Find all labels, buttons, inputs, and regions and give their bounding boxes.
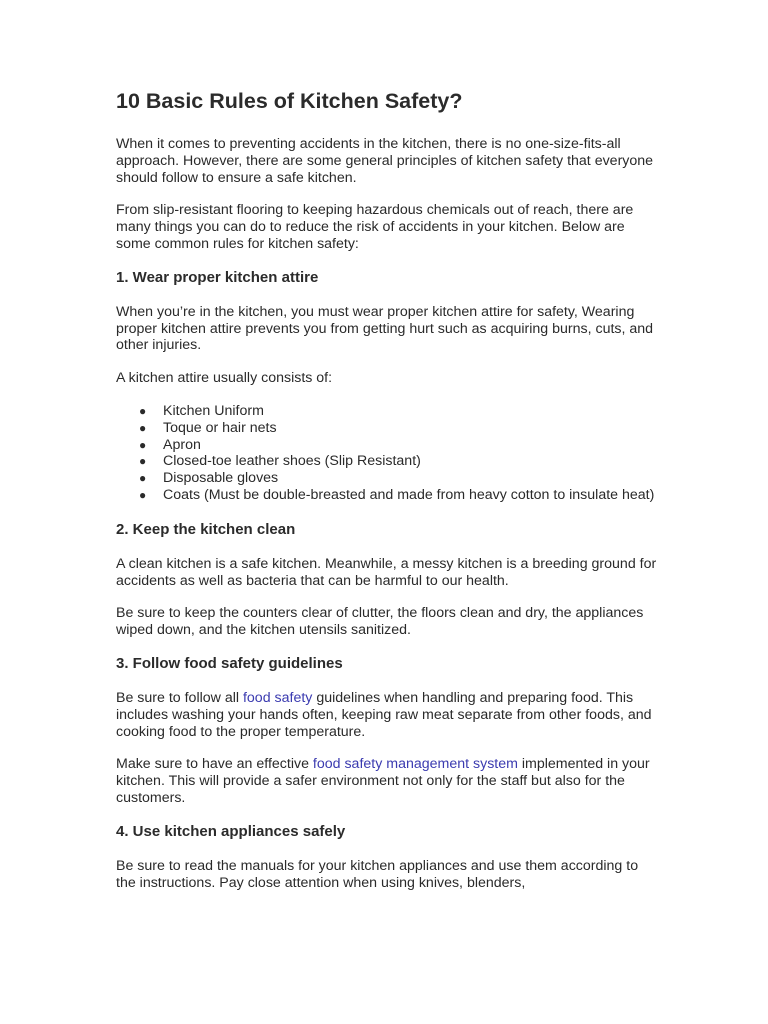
- page-title: 10 Basic Rules of Kitchen Safety?: [116, 89, 463, 113]
- text-run: guidelines when handling and preparing food. This includes washing your hands often, keeping raw meat separate from other foods, and cooking food to the proper temperature.: [116, 689, 652, 740]
- document-page: [116, 88, 661, 907]
- bullet-icon: ●: [139, 454, 147, 469]
- food-safety-paragraph-2: [116, 756, 661, 806]
- section-heading-clean: 2. Keep the kitchen clean: [116, 520, 296, 538]
- intro-paragraph-1: When it comes to preventing accidents in the kitchen, there is no one-size-fits-all approach. However, there are some general principles of kitchen safety that everyone should follow to ensure a safe kitchen.: [116, 136, 654, 186]
- food-safety-paragraph-1: [116, 690, 661, 740]
- list-item: [139, 470, 661, 487]
- list-item-text: Closed-toe leather shoes (Slip Resistant): [163, 453, 421, 470]
- list-item: [139, 453, 661, 470]
- list-item: [139, 419, 661, 437]
- section-heading-food-safety: 3. Follow food safety guidelines: [116, 654, 343, 672]
- list-item-text: Coats (Must be double-breasted and made from heavy cotton to insulate heat): [163, 486, 655, 503]
- appliances-paragraph-1: Be sure to read the manuals for your kitchen appliances and use them according to the instructions. Pay close attention when using knives, blenders,: [116, 857, 639, 891]
- list-item: [139, 402, 661, 420]
- list-item-text: Toque or hair nets: [163, 419, 277, 436]
- attire-paragraph-1: When you’re in the kitchen, you must wear proper kitchen attire for safety, Wearing proper kitchen attire prevents you from getting hurt such as acquiring burns, cuts, and other injuries.: [116, 303, 654, 354]
- section-heading-attire: 1. Wear proper kitchen attire: [116, 268, 319, 286]
- attire-paragraph-2: A kitchen attire usually consists of:: [116, 370, 333, 387]
- text-run: implemented in your kitchen. This will provide a safer environment not only for the staff but also for the customers.: [116, 756, 650, 806]
- bullet-icon: ●: [139, 487, 147, 502]
- list-item-text: Apron: [163, 436, 201, 453]
- list-item: [139, 436, 661, 454]
- bullet-icon: ●: [139, 471, 147, 486]
- attire-list: [116, 403, 661, 504]
- food-safety-link[interactable]: food safety: [242, 689, 313, 706]
- text-run: Make sure to have an effective: [116, 756, 313, 773]
- bullet-icon: ●: [139, 437, 147, 452]
- bullet-icon: ●: [139, 420, 147, 435]
- intro-paragraph-2: From slip-resistant flooring to keeping hazardous chemicals out of reach, there are many things you can do to reduce the risk of accidents in your kitchen. Below are some common rules for kitchen safety:: [116, 202, 634, 252]
- bullet-icon: ●: [139, 403, 147, 418]
- list-item: [139, 486, 661, 504]
- list-item-text: Kitchen Uniform: [163, 402, 264, 419]
- section-heading-appliances: 4. Use kitchen appliances safely: [116, 822, 346, 840]
- clean-paragraph-1: A clean kitchen is a safe kitchen. Meanwhile, a messy kitchen is a breeding ground for accidents as well as bacteria that can be harmful to our health.: [116, 555, 657, 589]
- clean-paragraph-2: Be sure to keep the counters clear of clutter, the floors clean and dry, the appliances wiped down, and the kitchen utensils sanitized.: [116, 605, 644, 639]
- text-run: Be sure to follow all: [116, 689, 243, 706]
- food-safety-management-link[interactable]: food safety management system: [312, 756, 518, 773]
- list-item-text: Disposable gloves: [163, 470, 279, 487]
